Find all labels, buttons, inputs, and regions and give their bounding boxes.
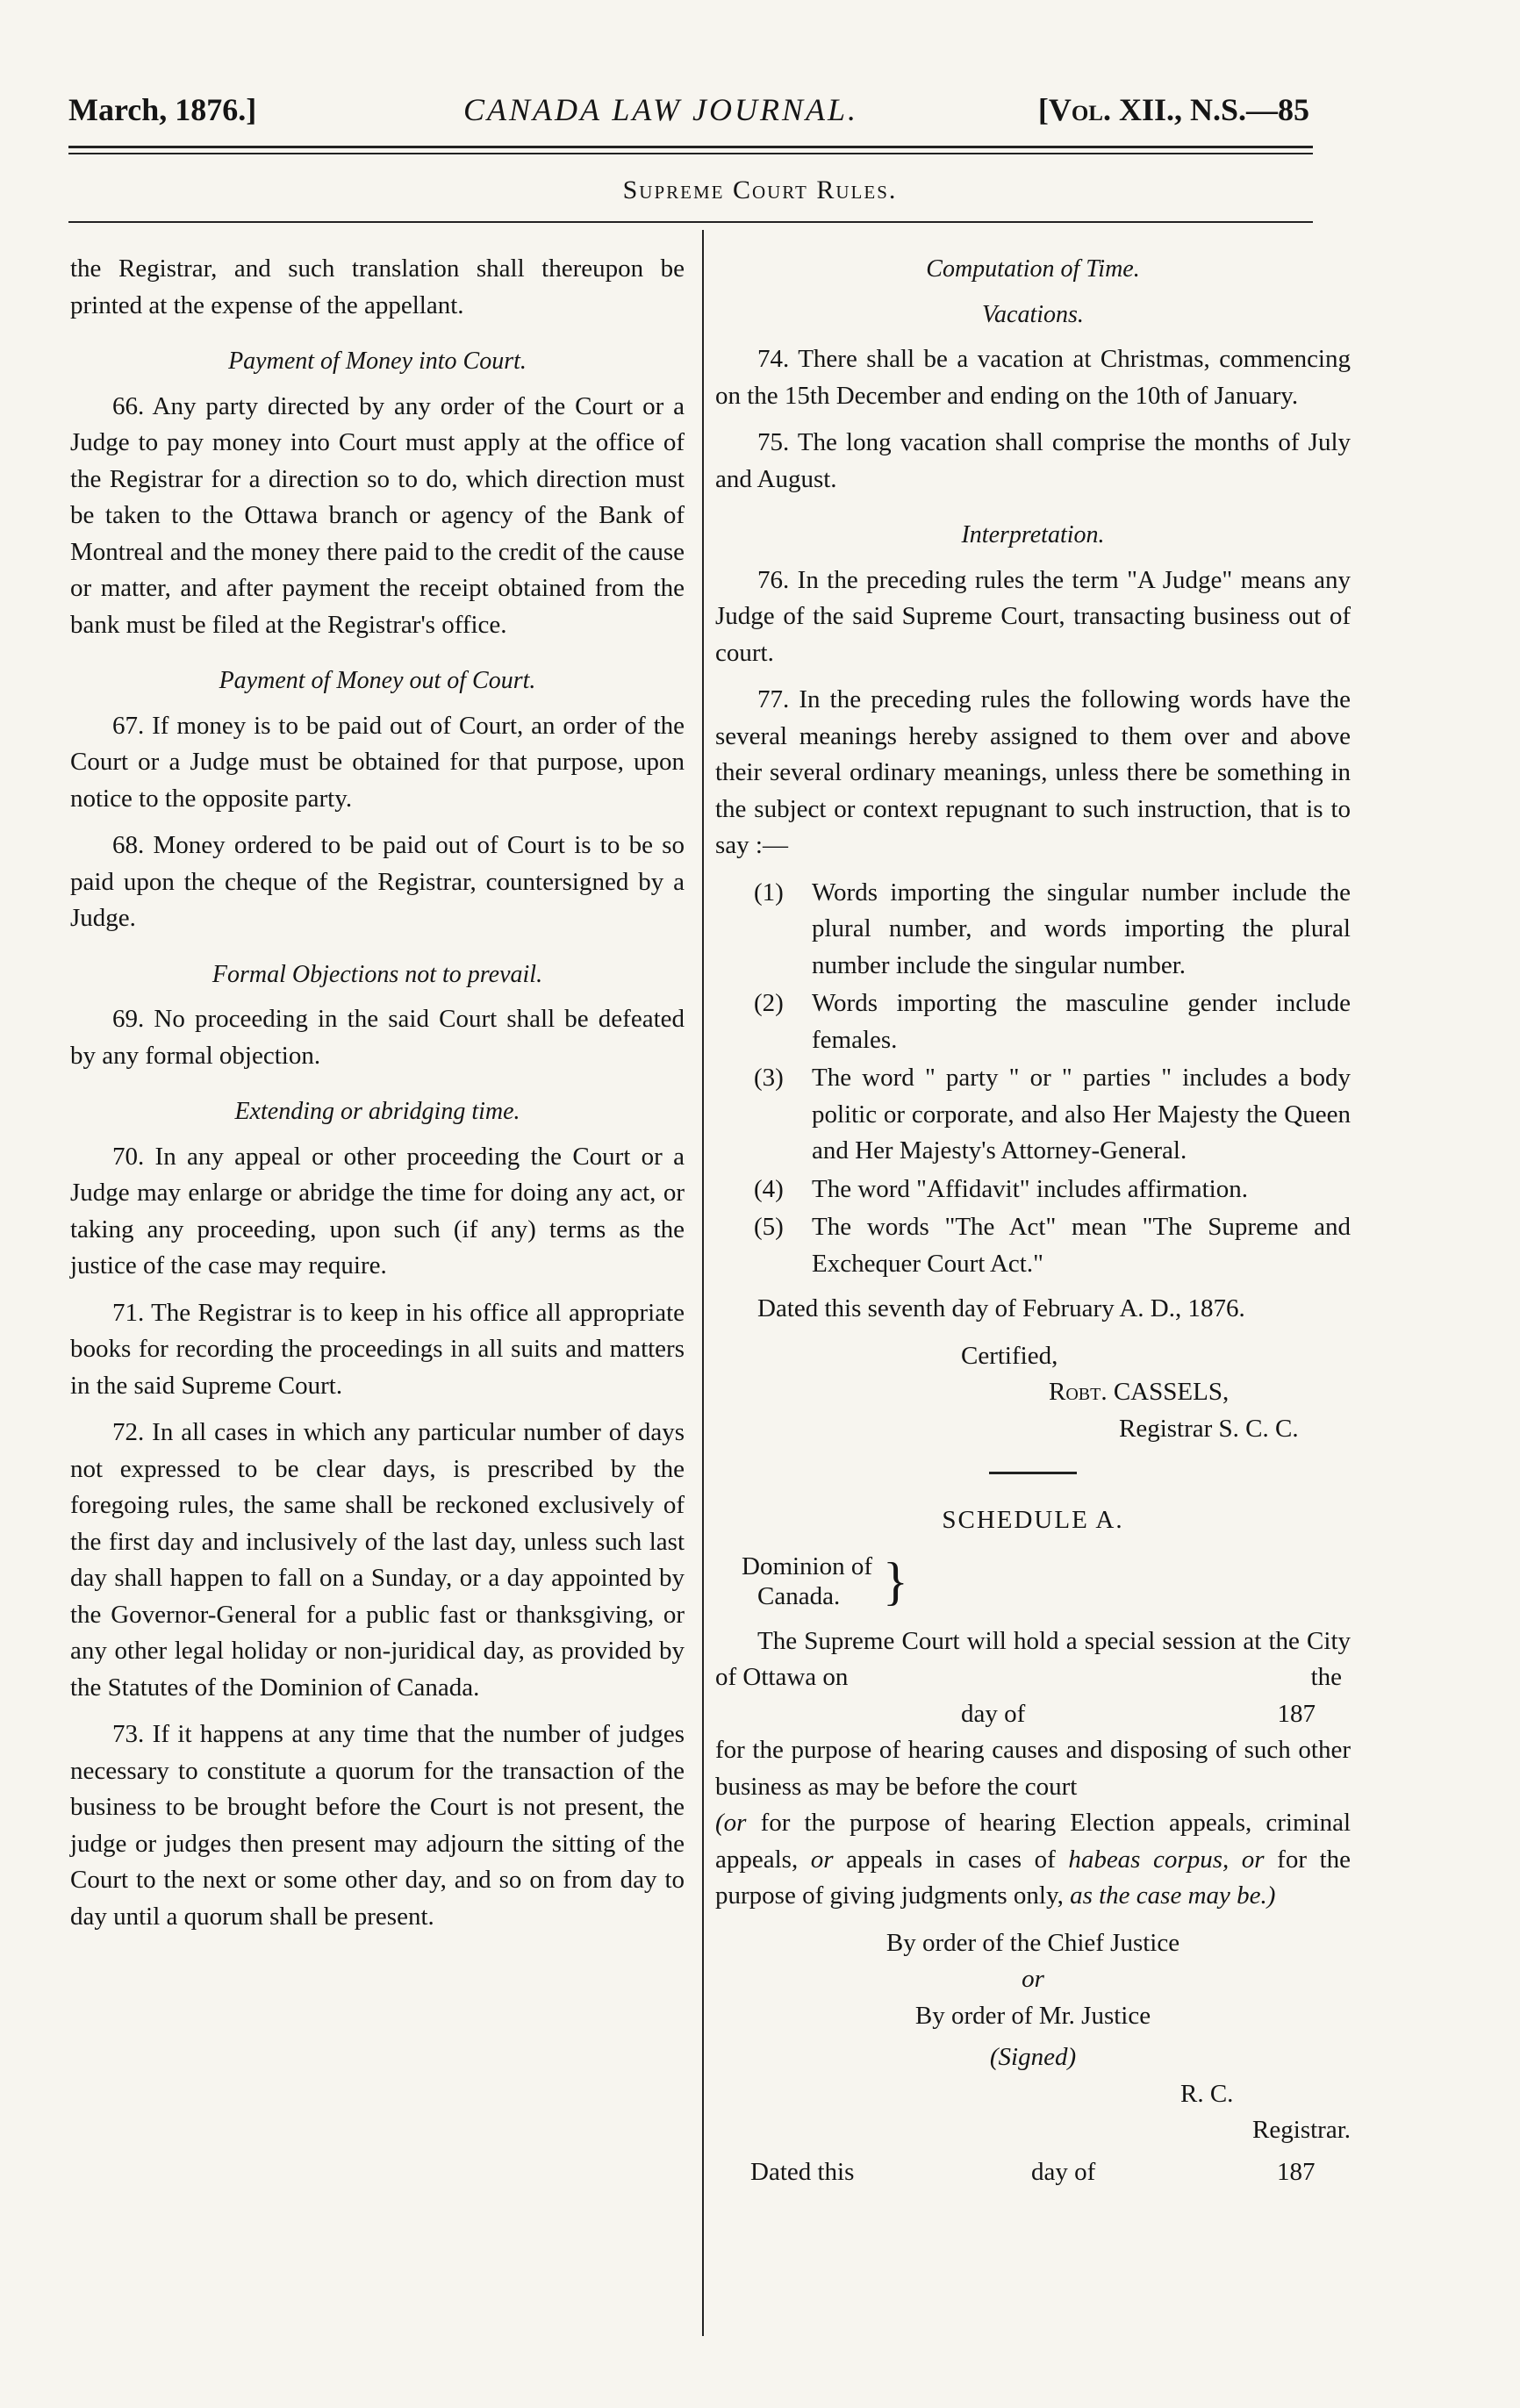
order-mr-justice: By order of Mr. Justice [914,2001,1151,2030]
rule-67: 67. If money is to be paid out of Court, an order of the Court or a Judge must be obtained for that purpose, upon notice to the opposite party. [70,711,685,813]
heading-computation-of-time: Computation of Time. [926,255,1140,283]
definition-item: (2) Words importing the masculine gender include females. [754,989,1351,1054]
issue-date: March, 1876.] [68,92,257,127]
rule-73: 73. If it happens at any time that the number of judges necessary to constitute a quorum for the transaction of the business to be brought before the Court is not present, the judge or judges then present may adjourn the sitting of the Court to the next or some other day, and so on from day to day until a quorum shall be present. [70,1720,685,1931]
continued-paragraph: the Registrar, and such translation shall thereupon be printed at the expense of the appellant. [70,254,685,319]
registrar-label: Registrar. [1252,2116,1351,2144]
schedule-paragraph-3: (or for the purpose of hearing Election appeals, criminal appeals, or appeals in cases of habeas corpus, or for the purpose of giving judgments only, as the case may be.) [715,1809,1351,1910]
heading-interpretation: Interpretation. [961,521,1105,548]
rule-72: 72. In all cases in which any particular number of days not expressed to be clear days, is prescribed by the foregoing rules, the same shall be reckoned exclusively of the first day and inclusively of the last day, unless such last day shall happen to fall on a Sunday, or a day appointed by the Governor-General for a public fast or thanksgiving, or any other legal holiday or non-juridical day, as provided by the Statutes of the Dominion of Canada. [70,1418,685,1702]
running-header [68,91,1309,135]
section-rule [68,221,1313,223]
heading-payment-into-court: Payment of Money into Court. [228,348,527,375]
heading-payment-out-of-court: Payment of Money out of Court. [219,667,536,694]
column-divider [702,230,704,2336]
rule-70: 70. In any appeal or other proceeding the Court or a Judge may enlarge or abridge the time for doing any act, or taking any proceeding, upon such (if any) terms as the justice of the case may require. [70,1142,685,1279]
heading-formal-objections: Formal Objections not to prevail. [212,960,543,988]
dated-line: Dated this seventh day of February A. D., 1876. [757,1294,1245,1322]
heading-extending-time: Extending or abridging time. [234,1098,520,1125]
rule-76: 76. In the preceding rules the term "A Judge" means any Judge of the said Supreme Court, transacting business out of court. [715,565,1351,667]
dominion-label: Dominion of [742,1552,873,1580]
schedule-day-line: day of 187 [961,1699,1316,1728]
rc-initials: R. C. [1180,2079,1234,2108]
canada-label: Canada. [757,1581,841,1610]
dominion-caption [742,1552,1351,1611]
definition-item: (5) The words "The Act" mean "The Supreme and Exchequer Court Act." [754,1213,1351,1278]
rule-69: 69. No proceeding in the said Court shall be defeated by any formal objection. [70,1005,685,1070]
signer-name: Robt. CASSELS, [1049,1378,1230,1406]
order-chief-justice: By order of the Chief Justice [885,1928,1180,1957]
registrar-title: Registrar S. C. C. [1119,1414,1299,1443]
volume-page: [Vol. XII., N.S.—85 [1037,92,1309,127]
schedule-paragraph-2: for the purpose of hearing causes and disposing of such other business as may be before the court [715,1736,1351,1801]
certification-block [715,1338,1351,1448]
rule-74: 74. There shall be a vacation at Christmas, commencing on the 15th December and ending on the 10th of January. [715,345,1351,410]
definition-item: (3) The word " party " or " parties " includes a body politic or corporate, and also Her Majesty the Queen and Her Majesty's Attorney-General. [754,1064,1351,1165]
rule-66: 66. Any party directed by any order of the Court or a Judge to pay money into Court must apply at the office of the Registrar for a direction so to do, which direction must be taken to the Ottawa branch or agency of the Bank of Montreal and the money there paid to the credit of the cause or matter, and after payment the receipt obtained from the bank must be filed at the Registrar's office. [70,391,685,639]
rule-75: 75. The long vacation shall comprise the months of July and August. [715,428,1351,493]
journal-title: CANADA LAW JOURNAL. [463,92,858,127]
definition-item: (1) Words importing the singular number include the plural number, and words importing the plural number include the singular number. [754,878,1351,979]
or-label: or [1022,1965,1044,1993]
right-column [715,251,1351,2190]
definitions-list [715,875,1351,1283]
schedule-paragraph-1: The Supreme Court will hold a special session at the City of Ottawa on the [715,1626,1351,1691]
definition-item: (4) The word "Affidavit" includes affirmation. [754,1174,1248,1203]
rule-71: 71. The Registrar is to keep in his office all appropriate books for recording the proceedings in all suits and matters in the said Supreme Court. [70,1298,685,1400]
header-rule-2 [68,153,1313,154]
separator-rule [989,1472,1077,1474]
certified-label: Certified, [961,1341,1058,1370]
header-rule [68,146,1313,148]
signed-label: (Signed) [989,2043,1077,2071]
section-title: Supreme Court Rules. [622,176,898,204]
rule-77: 77. In the preceding rules the following words have the several meanings hereby assigned to them over and above their several ordinary meanings, unless there be something in the subject or context repugnant to such instruction, that is to say :— [715,685,1351,859]
schedule-title: SCHEDULE A. [942,1506,1124,1534]
dated-this-line: Dated this day of 187 [750,2157,1316,2186]
rule-68: 68. Money ordered to be paid out of Court is to be so paid upon the cheque of the Registrar, countersigned by a Judge. [70,831,685,932]
left-column [70,251,685,1946]
brace-glyph: } [883,1552,908,1610]
heading-vacations: Vacations. [982,300,1084,328]
